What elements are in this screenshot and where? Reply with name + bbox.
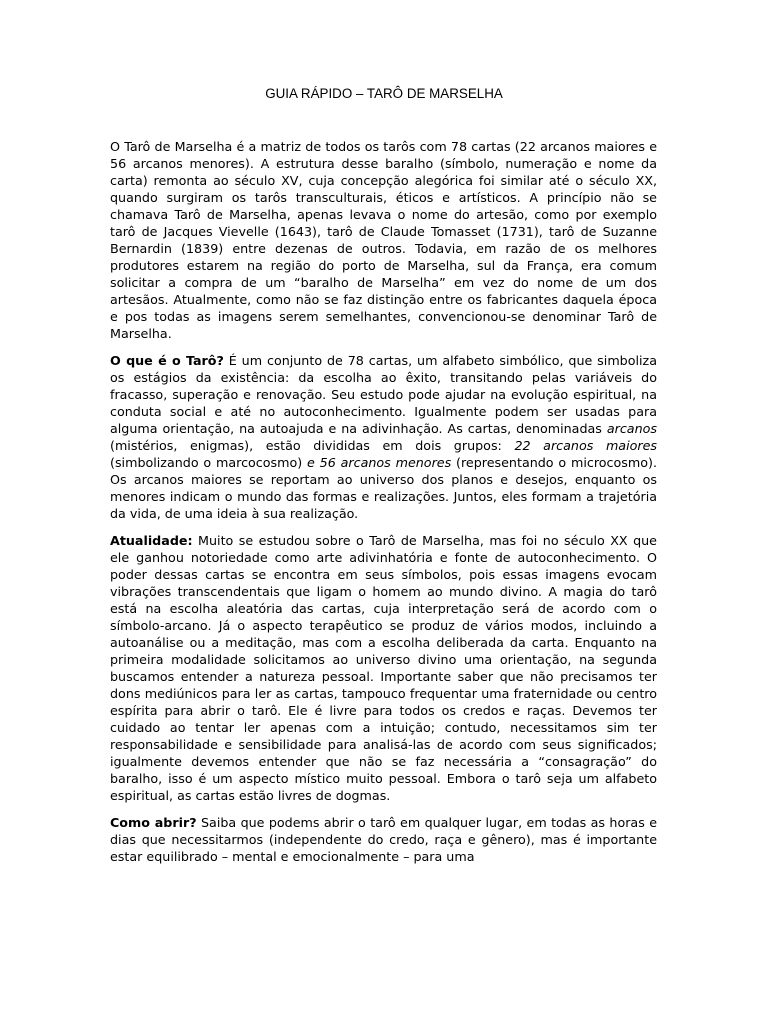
what-is-text-1: É um conjunto de 78 cartas, um alfabeto simbólico, que simboliza os estágios da existência: da escolha ao êxito, transitando pelas variáveis do fracasso, superação e renovação. Seu estudo pode ajudar na evolução espiritual, na conduta social e até no autoconhecimento. Igualmente podem ser usadas para alguma orientação, na autoajuda e na adivinhação. As cartas, denominadas — [110, 353, 657, 436]
atualidade-heading: Atualidade: — [110, 533, 193, 548]
como-abrir-paragraph — [110, 814, 657, 865]
what-is-tarot-paragraph — [110, 352, 657, 522]
document-title: GUIA RÁPIDO – TARÔ DE MARSELHA — [265, 86, 503, 101]
como-abrir-text: Saiba que podems abrir o tarô em qualquer lugar, em todas as horas e dias que necessitarmos (independente do credo, raça e gênero), mas é importante estar equilibrado – mental e emocionalmente – para uma — [110, 815, 657, 864]
term-arcanos: arcanos — [606, 421, 657, 436]
document-body — [110, 138, 657, 865]
what-is-text-3: (simbolizando o marcocosmo) — [110, 455, 308, 470]
atualidade-paragraph — [110, 532, 657, 804]
what-is-tarot-heading: O que é o Tarô? — [110, 353, 224, 368]
term-arcanos-menores: e 56 arcanos menores — [307, 455, 452, 470]
intro-paragraph: O Tarô de Marselha é a matriz de todos os tarôs com 78 cartas (22 arcanos maiores e 56 arcanos menores). A estrutura desse baralho (símbolo, numeração e nome da carta) remonta ao século XV, cuja concepção alegórica foi similar até o século XX, quando surgiram os tarôs transculturais, éticos e artísticos. A princípio não se chamava Tarô de Marselha, apenas levava o nome do artesão, como por exemplo tarô de Jacques Vievelle (1643), tarô de Claude Tomasset (1731), tarô de Suzanne Bernardin (1839) entre dezenas de outros. Todavia, em razão de os melhores produtores estarem na região do porto de Marselha, sul da França, era comum solicitar a compra de um “baralho de Marselha” em vez do nome de um dos artesãos. Atualmente, como não se faz distinção entre os fabricantes daquela época e pos todas as imagens serem semelhantes, convencionou-se denominar Tarô de Marselha. — [110, 139, 657, 341]
what-is-text-2: (mistérios, enigmas), estão divididas em dois grupos: — [110, 438, 515, 453]
term-arcanos-maiores: 22 arcanos maiores — [514, 438, 657, 453]
como-abrir-heading: Como abrir? — [110, 815, 197, 830]
what-is-text-4: (representando o microcosmo). Os arcanos maiores se reportam ao universo dos planos e desejos, enquanto os menores indicam o mundo das formas e realizações. Juntos, eles formam a trajetória da vida, de uma ideia à sua realização. — [110, 455, 657, 521]
atualidade-text: Muito se estudou sobre o Tarô de Marselha, mas foi no século XX que ele ganhou notoriedade como arte adivinhatória e fonte de autoconhecimento. O poder dessas cartas se encontra em seus símbolos, pois essas imagens evocam vibrações transcendentais que ligam o homem ao mundo divino. A magia do tarô está na escolha aleatória das cartas, cuja interpretação será de acordo com o símbolo-arcano. Já o aspecto terapêutico se produz de vários modos, incluindo a autoanálise ou a meditação, mas com a escolha deliberada da carta. Enquanto na primeira modalidade solicitamos ao universo divino uma orientação, na segunda buscamos entender a natureza pessoal. Importante saber que não precisamos ter dons mediúnicos para ler as cartas, tampouco frequentar uma fraternidade ou centro espírita para abrir o tarô. Ele é livre para todos os credos e raças. Devemos ter cuidado ao tentar ler apenas com a intuição; contudo, necessitamos sim ter responsabilidade e sensibilidade para analisá-las de acordo com seus significados; igualmente devemos entender que não se faz necessária a “consagração” do baralho, isso é um aspecto místico muito pessoal. Embora o tarô seja um alfabeto espiritual, as cartas estão livres de dogmas. — [110, 533, 657, 803]
